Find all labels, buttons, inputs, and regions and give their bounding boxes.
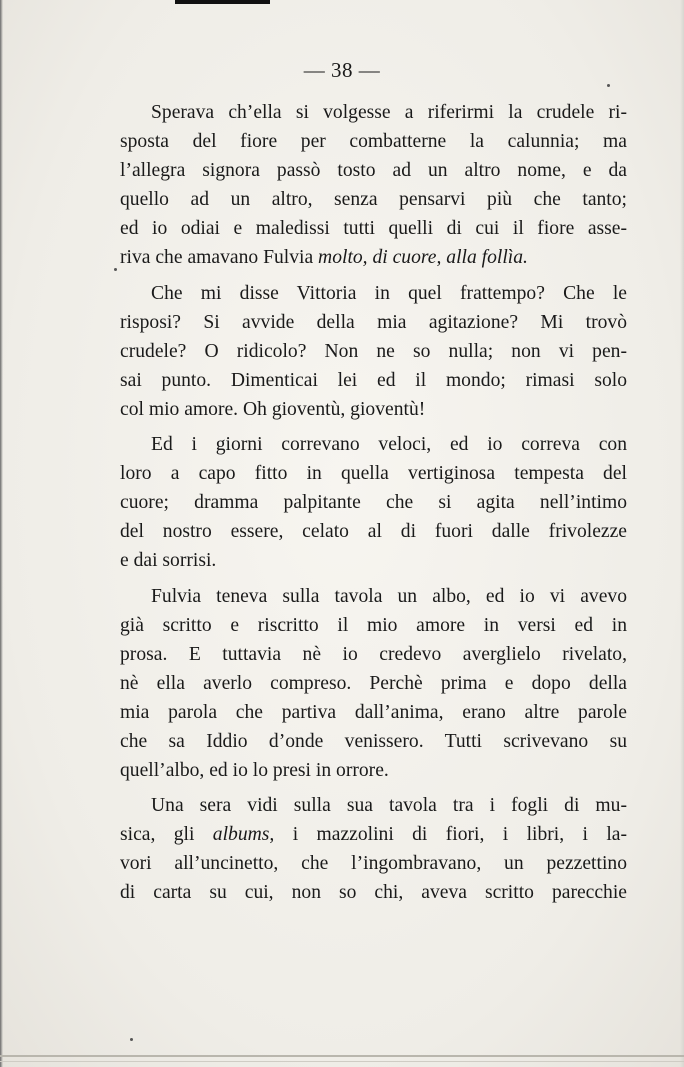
text-segment: i mazzolini di fiori, i libri, i la- <box>274 824 627 846</box>
text-segment: nè ella averlo compreso. Perchè prima e dopo della <box>120 672 627 694</box>
text-segment: Che mi disse Vittoria in quel frattempo? Che le <box>151 282 627 304</box>
scan-artifact-bottom <box>0 1055 684 1057</box>
paragraph <box>120 430 627 575</box>
text-segment: vori all’uncinetto, che l’ingombravano, un pezzettino <box>120 853 627 875</box>
scan-artifact-bottom-2 <box>0 1061 684 1062</box>
ink-speck <box>130 1038 133 1041</box>
text-line <box>120 459 627 488</box>
text-segment: cuore; dramma palpitante che si agita nell’intimo <box>120 492 627 514</box>
page-number: — 38 — <box>303 58 381 82</box>
text-segment: che sa Iddio d’onde venissero. Tutti scrivevano su <box>120 730 627 752</box>
text-segment: sica, gli <box>120 824 213 846</box>
text-segment: ed io odiai e maledissi tutti quelli di cui il fiore asse- <box>120 218 627 240</box>
paragraph <box>120 98 627 273</box>
text-segment: Una sera vidi sulla sua tavola tra i fogli di mu- <box>151 795 627 817</box>
text-line <box>120 727 627 756</box>
paragraph <box>120 791 627 907</box>
text-line <box>120 279 627 308</box>
text-line <box>120 611 627 640</box>
text-line <box>120 98 627 127</box>
page-edge-left <box>0 0 3 1067</box>
text-segment: l’allegra signora passò tosto ad un altro nome, e da <box>120 160 627 182</box>
page-edge-right <box>680 0 684 1067</box>
text-segment: del nostro essere, celato al di fuori dalle frivolezze <box>120 521 627 543</box>
text-line <box>120 546 627 575</box>
text-line <box>120 308 627 337</box>
text-segment: riva che amavano Fulvia <box>120 247 319 269</box>
italic-text: molto, di cuore, alla follìa. <box>318 247 528 269</box>
text-line <box>120 430 627 459</box>
text-line <box>120 849 627 878</box>
text-line <box>120 185 627 214</box>
text-segment: Sperava ch’ella si volgesse a riferirmi la crudele ri- <box>151 102 627 123</box>
text-segment: mia parola che partiva dall’anima, erano altre parole <box>120 701 627 723</box>
italic-text: albums, <box>212 824 275 846</box>
text-segment: quello ad un altro, senza pensarvi più che tanto; <box>120 189 627 211</box>
body-text <box>120 98 627 908</box>
text-line <box>120 366 627 395</box>
paragraph <box>120 279 627 424</box>
text-segment: loro a capo fitto in quella vertiginosa tempesta del <box>120 463 627 485</box>
ink-speck <box>114 268 117 271</box>
text-line <box>120 337 627 366</box>
text-line <box>120 156 627 185</box>
text-line <box>120 488 627 517</box>
text-line <box>120 698 627 727</box>
text-segment: Fulvia teneva sulla tavola un albo, ed io vi avevo <box>151 585 627 607</box>
text-segment: e dai sorrisi. <box>120 550 217 572</box>
text-segment: quell’albo, ed io lo presi in orrore. <box>120 760 389 782</box>
text-line <box>120 395 627 424</box>
text-line <box>120 517 627 546</box>
text-line <box>120 640 627 669</box>
text-segment: col mio amore. Oh gioventù, gioventù! <box>120 398 426 420</box>
text-line <box>120 582 627 611</box>
text-segment: prosa. E tuttavia nè io credevo averglielo rivelato, <box>120 643 627 665</box>
text-segment: Ed i giorni correvano veloci, ed io correva con <box>151 434 627 456</box>
text-line <box>120 669 627 698</box>
text-line <box>120 878 627 907</box>
text-line <box>120 214 627 243</box>
text-line <box>120 791 627 820</box>
ink-speck <box>607 84 610 87</box>
text-line <box>120 820 627 849</box>
text-line <box>120 127 627 156</box>
text-segment: risposi? Si avvide della mia agitazione? Mi trovò <box>120 311 627 333</box>
text-segment: sposta del fiore per combatterne la calunnia; ma <box>120 131 627 153</box>
text-line <box>120 243 627 272</box>
text-segment: già scritto e riscritto il mio amore in versi ed in <box>120 614 627 636</box>
text-segment: di carta su cui, non so chi, aveva scritto parecchie <box>120 882 627 904</box>
scan-artifact-top <box>175 0 270 4</box>
paragraph <box>120 582 627 786</box>
text-line <box>120 756 627 785</box>
text-segment: sai punto. Dimenticai lei ed il mondo; rimasi solo <box>120 369 627 391</box>
text-segment: crudele? O ridicolo? Non ne so nulla; non vi pen- <box>120 340 627 362</box>
